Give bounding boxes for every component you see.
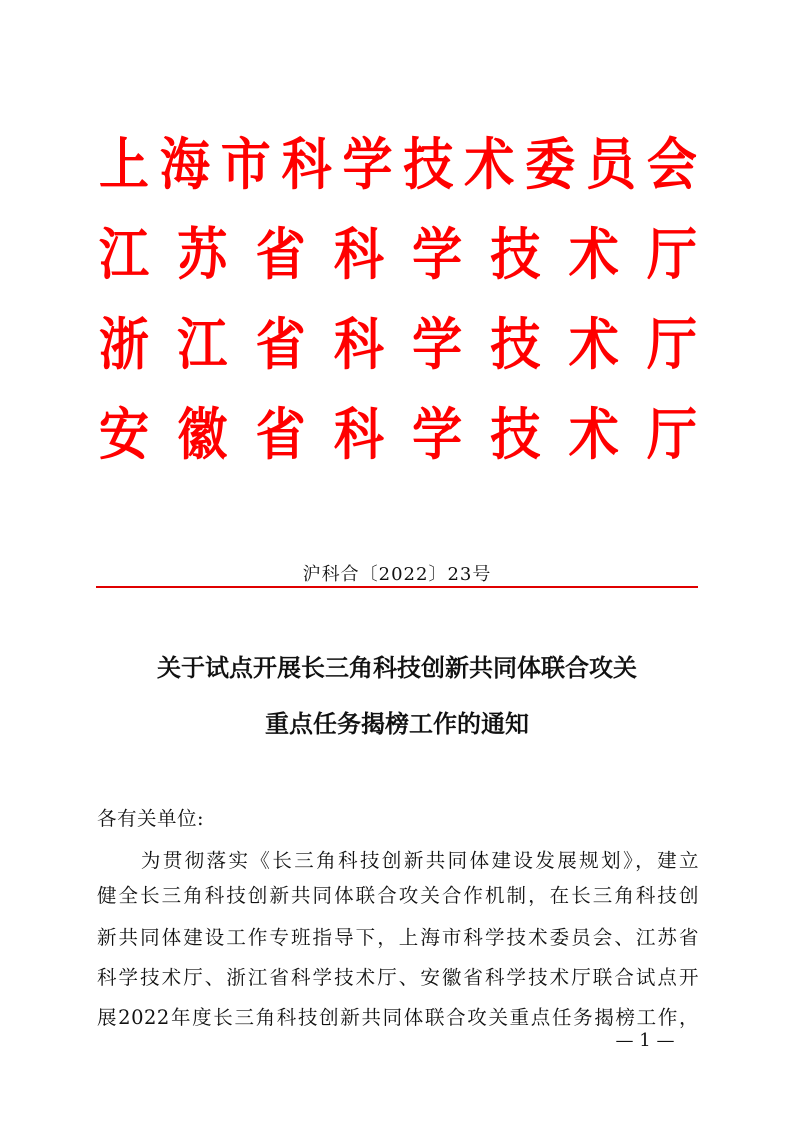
- issuer-char: 浙: [99, 311, 149, 378]
- document-number: 沪科合〔2022〕23号: [302, 564, 492, 585]
- issuer-char: 学: [412, 221, 463, 288]
- issuer-char: 技: [490, 401, 541, 468]
- issuer-char: 学: [412, 401, 463, 468]
- issuer-char: 徽: [177, 401, 228, 468]
- issuer-char: 厅: [646, 311, 697, 378]
- issuer-char: 上: [99, 131, 149, 198]
- issuer-char: 员: [586, 131, 636, 198]
- issuer-char: 技: [490, 311, 541, 378]
- issuer-char: 科: [333, 221, 384, 288]
- salutation: 各有关单位:: [97, 807, 205, 830]
- issuer-char: 省: [255, 221, 306, 288]
- issuer-char: 市: [220, 131, 271, 198]
- issuer-shanghai: [97, 131, 699, 198]
- issuer-char: 省: [255, 401, 306, 468]
- issuer-char: 江: [177, 311, 228, 378]
- body-line: 健全长三角科技创新共同体联合攻关合作机制，在长三角科技创: [97, 884, 699, 907]
- body-line: 科学技术厅、浙江省科学技术厅、安徽省科学技术厅联合试点开: [97, 966, 699, 989]
- issuer-char: 会: [646, 131, 697, 198]
- body-line: 展2022年度长三角科技创新共同体联合攻关重点任务揭榜工作，: [97, 1006, 699, 1029]
- issuer-char: 学: [342, 131, 393, 198]
- issuer-char: 学: [412, 311, 463, 378]
- page-number: — 1 —: [615, 1030, 675, 1051]
- issuer-char: 术: [464, 131, 515, 198]
- issuer-char: 厅: [646, 221, 697, 288]
- issuer-char: 术: [568, 311, 619, 378]
- issuer-char: 厅: [646, 401, 697, 468]
- issuer-jiangsu: [97, 221, 699, 288]
- issuer-char: 苏: [177, 221, 228, 288]
- header-separator-line: [96, 586, 698, 588]
- issuer-char: 安: [99, 401, 149, 468]
- issuer-zhejiang: [97, 311, 699, 378]
- issuer-char: 省: [255, 311, 306, 378]
- issuer-char: 科: [333, 401, 384, 468]
- issuer-char: 委: [525, 131, 576, 198]
- issuer-char: 江: [99, 221, 149, 288]
- issuer-char: 科: [333, 311, 384, 378]
- issuer-char: 术: [568, 401, 619, 468]
- issuer-char: 海: [159, 131, 210, 198]
- issuer-char: 技: [403, 131, 454, 198]
- issuer-char: 术: [568, 221, 619, 288]
- document-title-line-1: 关于试点开展长三角科技创新共同体联合攻关: [157, 653, 637, 682]
- body-line: 新共同体建设工作专班指导下，上海市科学技术委员会、江苏省: [97, 926, 699, 949]
- issuer-anhui: [97, 401, 699, 468]
- body-line: 为贯彻落实《长三角科技创新共同体建设发展规划》，建立: [97, 849, 699, 872]
- issuer-char: 技: [490, 221, 541, 288]
- issuer-char: 科: [281, 131, 332, 198]
- document-title-line-2: 重点任务揭榜工作的通知: [265, 709, 529, 738]
